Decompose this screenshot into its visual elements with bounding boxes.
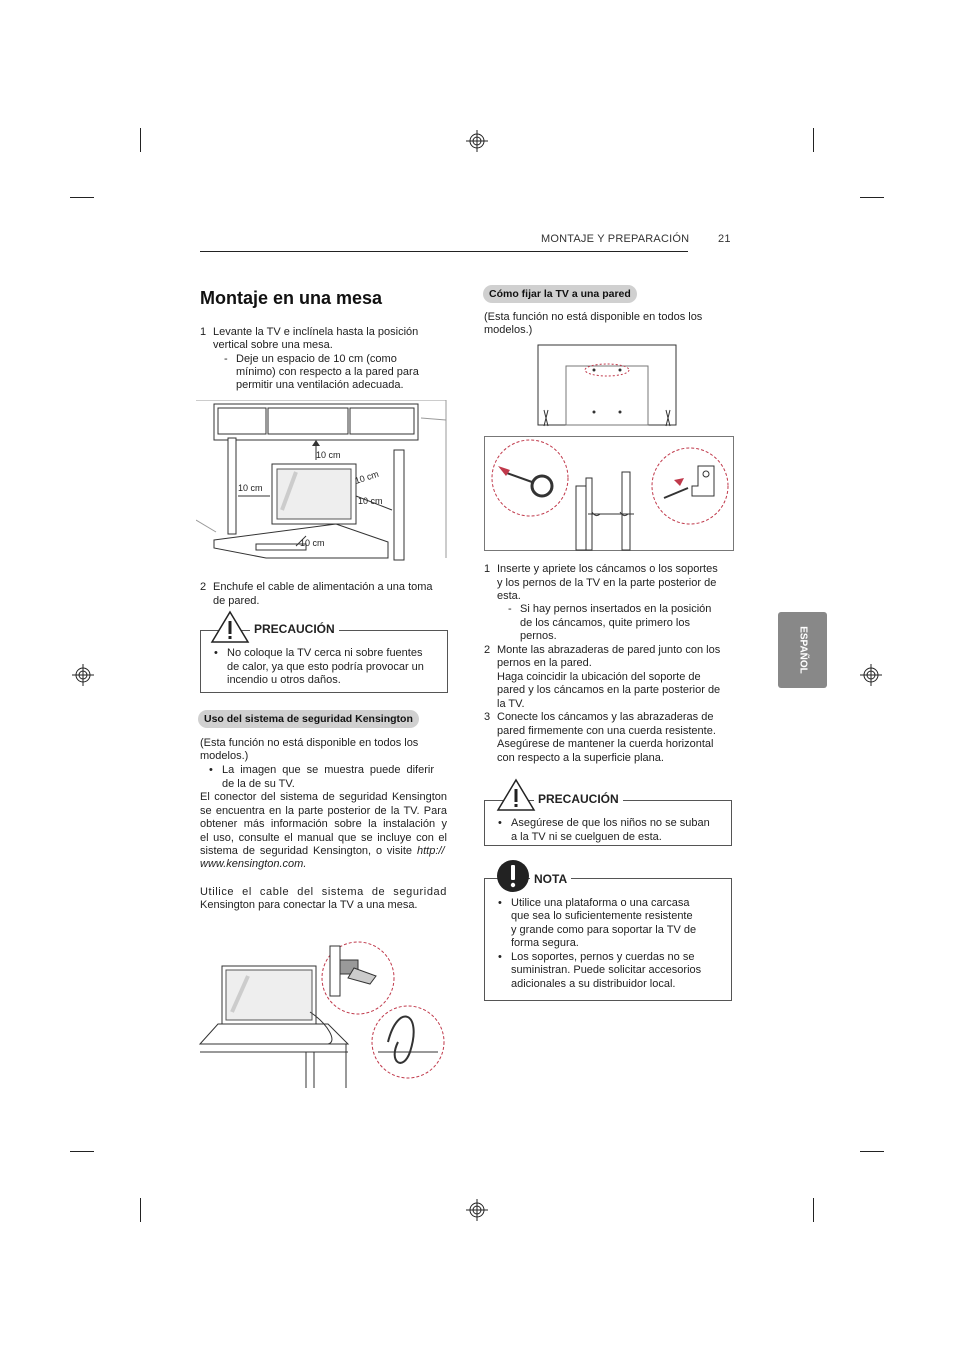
note-text: forma segura. — [511, 937, 579, 949]
bullet: • — [498, 951, 502, 963]
step-text: Conecte los cáncamos y las abrazaderas de — [497, 711, 714, 723]
crop-mark — [70, 1151, 94, 1152]
caution-title-rule — [358, 630, 446, 631]
wall-bracket-illustration — [484, 436, 734, 552]
clearance-label: 10 cm — [300, 538, 325, 548]
note-title-rule — [574, 878, 730, 879]
warning-triangle-icon — [496, 778, 536, 812]
step-text: vertical sobre una mesa. — [213, 339, 333, 351]
step-text: pernos en la pared. — [497, 657, 592, 669]
warning-triangle-icon — [210, 610, 250, 644]
step-text: Inserte y apriete los cáncamos o los soportes — [497, 563, 718, 575]
step-text: Monte las abrazaderas de pared junto con los — [497, 644, 721, 656]
sub-text: pernos. — [520, 630, 557, 642]
crop-mark — [140, 1198, 141, 1222]
registration-mark-icon — [860, 664, 882, 686]
registration-mark-icon — [466, 1199, 488, 1221]
caution-title-rule — [640, 800, 730, 801]
tv-back-illustration — [536, 344, 678, 434]
note-title: NOTA — [530, 872, 571, 886]
crop-mark — [860, 1151, 884, 1152]
sub-dash: - — [508, 603, 512, 615]
table-mounting-illustration — [196, 400, 448, 562]
caution-text: No coloque la TV cerca ni sobre fuentes — [227, 647, 423, 659]
step-text: y los pernos de la TV en la parte posterior de — [497, 577, 717, 589]
clearance-label: 10 cm — [358, 496, 383, 506]
sub-text: Deje un espacio de 10 cm (como — [236, 353, 397, 365]
body-text: obtener más información sobre la instalación y — [200, 818, 447, 830]
clearance-label: 10 cm — [316, 450, 341, 460]
note-text: que sea lo suficientemente resistente — [511, 910, 693, 922]
kensington-illustration — [198, 932, 448, 1090]
bullet-text: de la de su TV. — [222, 778, 295, 790]
sub-text: de los cáncamos, quite primero los — [520, 617, 690, 629]
kensington-link[interactable]: www.kensington.com. — [200, 858, 307, 870]
sub-text: mínimo) con respecto a la pared para — [236, 366, 419, 378]
caution-text: a la TV ni se cuelguen de esta. — [511, 831, 662, 843]
step-text: pared firmemente con una cuerda resistente. — [497, 725, 716, 737]
note-text: modelos.) — [484, 324, 533, 336]
step-text: Haga coincidir la ubicación del soporte de — [497, 671, 701, 683]
wall-mount-heading: Cómo fijar la TV a una pared — [483, 285, 637, 303]
bullet: • — [498, 897, 502, 909]
caution-title: PRECAUCIÓN — [250, 622, 339, 636]
step-text: de pared. — [213, 595, 260, 607]
language-tab: ESPAÑOL — [778, 612, 827, 688]
note-text: (Esta función no está disponible en todos los — [200, 737, 419, 749]
kensington-link[interactable]: http:// — [417, 845, 445, 857]
crop-mark — [860, 197, 884, 198]
step-number: 1 — [484, 563, 491, 575]
page-number: 21 — [718, 233, 731, 245]
step-number: 2 — [200, 581, 207, 593]
step-number: 3 — [484, 711, 491, 723]
sub-text: permitir una ventilación adecuada. — [236, 379, 404, 391]
bullet: • — [209, 764, 213, 776]
body-text: el uso, consulte el manual que se incluye con el — [200, 832, 447, 844]
caution-text: Asegúrese de que los niños no se suban — [511, 817, 710, 829]
note-text: Utilice una plataforma o una carcasa — [511, 897, 690, 909]
clearance-label: 10 cm — [353, 468, 380, 486]
crop-mark — [140, 128, 141, 152]
note-text: y grande como para soportar la TV de — [511, 924, 697, 936]
bullet: • — [498, 817, 502, 829]
crop-mark — [70, 197, 94, 198]
step-number: 2 — [484, 644, 491, 656]
section-header: MONTAJE Y PREPARACIÓN — [541, 233, 690, 245]
note-text: suministran. Puede solicitar accesorios — [511, 964, 702, 976]
caution-title: PRECAUCIÓN — [534, 792, 623, 806]
step-text: con respecto a la superficie plana. — [497, 752, 664, 764]
step-text: pared y los cáncamos en la parte posterior de — [497, 684, 721, 696]
bullet: • — [214, 647, 218, 659]
step-text: la TV. — [497, 698, 525, 710]
crop-mark — [813, 128, 814, 152]
bullet-text: La imagen que se muestra puede diferir — [222, 764, 434, 776]
body-text: El conector del sistema de seguridad Kensington — [200, 791, 447, 803]
step-text: Enchufe el cable de alimentación a una toma — [213, 581, 433, 593]
crop-mark — [813, 1198, 814, 1222]
clearance-label: 10 cm — [238, 483, 263, 493]
step-text: Asegúrese de mantener la cuerda horizontal — [497, 738, 714, 750]
sub-dash: - — [224, 353, 228, 365]
note-text: modelos.) — [200, 750, 249, 762]
caution-text: de calor, ya que esto podría provocar un — [227, 661, 424, 673]
note-text: adicionales a su distribuidor local. — [511, 978, 676, 990]
registration-mark-icon — [466, 130, 488, 152]
note-text: (Esta función no está disponible en todos los — [484, 311, 703, 323]
body-text: Kensington para conectar la TV a una mesa. — [200, 899, 418, 911]
registration-mark-icon — [72, 664, 94, 686]
header-rule — [200, 251, 688, 252]
step-number: 1 — [200, 326, 207, 338]
kensington-heading: Uso del sistema de seguridad Kensington — [198, 710, 419, 728]
note-text: Los soportes, pernos y cuerdas no se — [511, 951, 695, 963]
body-text: Utilice el cable del sistema de seguridad — [200, 886, 447, 898]
step-text: esta. — [497, 590, 521, 602]
body-text: sistema de seguridad Kensington, o visite — [200, 845, 412, 857]
body-text: se encuentra en la parte posterior de la TV. Para — [200, 805, 447, 817]
step-text: Levante la TV e inclínela hasta la posición — [213, 326, 419, 338]
exclamation-circle-icon — [496, 859, 530, 893]
page-title: Montaje en una mesa — [200, 288, 383, 308]
sub-text: Si hay pernos insertados en la posición — [520, 603, 712, 615]
caution-text: incendio u otros daños. — [227, 674, 341, 686]
